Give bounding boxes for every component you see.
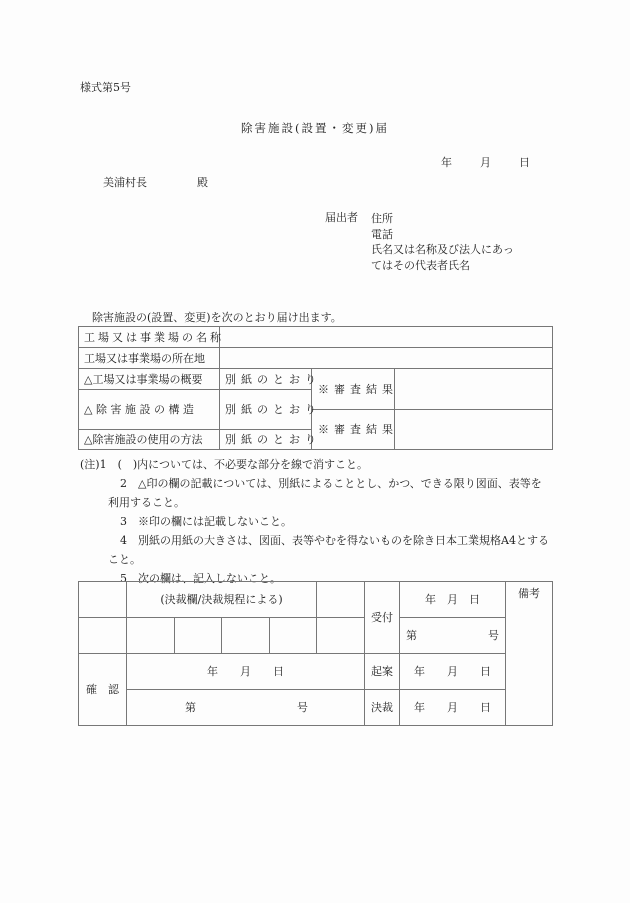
review-result-label-1: ※審査結果 xyxy=(312,369,395,410)
review-result-label-2: ※審査結果 xyxy=(312,410,395,450)
applicant-label: 届出者 xyxy=(325,211,358,224)
overview-label: △工場又は事業場の概要 xyxy=(79,369,220,390)
reception-date: 年 月 日 xyxy=(400,582,506,618)
approval-cell[interactable] xyxy=(175,618,222,654)
remarks-label: 備考 xyxy=(506,582,553,726)
approval-cell[interactable] xyxy=(270,618,317,654)
approval-cell[interactable] xyxy=(222,618,270,654)
year-label: 年 xyxy=(441,156,452,169)
note-4: 4 別紙の用紙の大きさは、図面、表等やむを得ないものを除き日本工業規格A4とする xyxy=(120,534,549,547)
decision-date-text: 年 月 日 xyxy=(414,701,492,714)
structure-label: △ 除 害 施 設 の 構 造 xyxy=(79,390,220,430)
decision-date xyxy=(400,690,506,726)
month-label: 月 xyxy=(480,156,491,169)
document-title: 除害施設(設置・変更)届 xyxy=(241,121,389,135)
approval-cell[interactable] xyxy=(317,582,365,618)
table-row xyxy=(79,618,553,654)
applicant-phone-label: 電話 xyxy=(371,227,393,241)
decision-label: 決裁 xyxy=(365,690,400,726)
note-1: (注)1 ( )内については、不必要な部分を線で消すこと。 xyxy=(80,458,368,471)
draft-label: 起案 xyxy=(365,654,400,690)
note-2: 2 △印の欄の記載については、別紙によることとし、かつ、できる限り図面、表等を xyxy=(120,477,542,490)
addressee xyxy=(103,176,208,189)
addressee-honorific: 殿 xyxy=(197,176,208,189)
approval-cell[interactable] xyxy=(79,582,127,618)
approval-cell[interactable] xyxy=(317,618,365,654)
applicant-name-label-2: てはその代表者氏名 xyxy=(371,258,470,272)
applicant-block xyxy=(325,211,514,272)
approval-cell[interactable] xyxy=(79,618,127,654)
number-suffix: 号 xyxy=(488,629,500,642)
review-result-field-1[interactable] xyxy=(395,369,553,410)
day-label: 日 xyxy=(519,156,530,169)
draft-date xyxy=(400,654,506,690)
approval-header: (決裁欄/決裁規程による) xyxy=(127,582,317,618)
notes xyxy=(80,455,549,588)
table-row xyxy=(79,654,553,690)
table-row xyxy=(79,348,553,369)
form-number: 様式第5号 xyxy=(80,81,131,94)
confirm-number xyxy=(127,690,365,726)
structure-attached: 別紙のとおり xyxy=(220,390,312,430)
confirm-label: 確 認 xyxy=(79,654,127,726)
review-result-field-2[interactable] xyxy=(395,410,553,450)
table-row xyxy=(79,582,553,618)
confirm-number-prefix: 第 xyxy=(185,701,196,714)
confirm-date: 年 月 日 xyxy=(127,654,365,690)
reception-label: 受付 xyxy=(365,582,400,654)
intro-text: 除害施設の(設置、変更)を次のとおり届け出ます。 xyxy=(92,311,342,324)
factory-address-field[interactable] xyxy=(220,348,553,369)
note-2-cont: 利用すること。 xyxy=(108,496,185,509)
factory-address-label: 工場又は事業場の所在地 xyxy=(79,348,220,369)
table-row xyxy=(79,690,553,726)
addressee-name: 美浦村長 xyxy=(103,176,147,189)
usage-attached: 別紙のとおり xyxy=(220,430,312,450)
draft-date-text: 年 月 日 xyxy=(414,665,492,678)
note-4-cont: こと。 xyxy=(108,553,141,566)
overview-attached: 別紙のとおり xyxy=(220,369,312,390)
reception-number xyxy=(400,618,506,654)
applicant-name-label-1: 氏名又は名称及び法人にあっ xyxy=(371,243,514,256)
table-row xyxy=(79,327,553,348)
factory-name-label: 工場又は事業場の名称 xyxy=(79,327,220,348)
usage-label: △除害施設の使用の方法 xyxy=(79,430,220,450)
submission-date xyxy=(441,156,530,169)
table-row xyxy=(79,369,553,390)
approval-cell[interactable] xyxy=(127,618,175,654)
applicant-address-label: 住所 xyxy=(371,212,393,225)
note-3: 3 ※印の欄には記載しないこと。 xyxy=(120,515,292,528)
confirm-number-suffix: 号 xyxy=(297,701,309,714)
facility-table xyxy=(78,326,553,450)
number-prefix: 第 xyxy=(406,629,418,642)
office-use-table xyxy=(78,581,553,726)
factory-name-field[interactable] xyxy=(220,327,553,348)
note-5: 5 次の欄は、記入しないこと。 xyxy=(120,572,281,585)
